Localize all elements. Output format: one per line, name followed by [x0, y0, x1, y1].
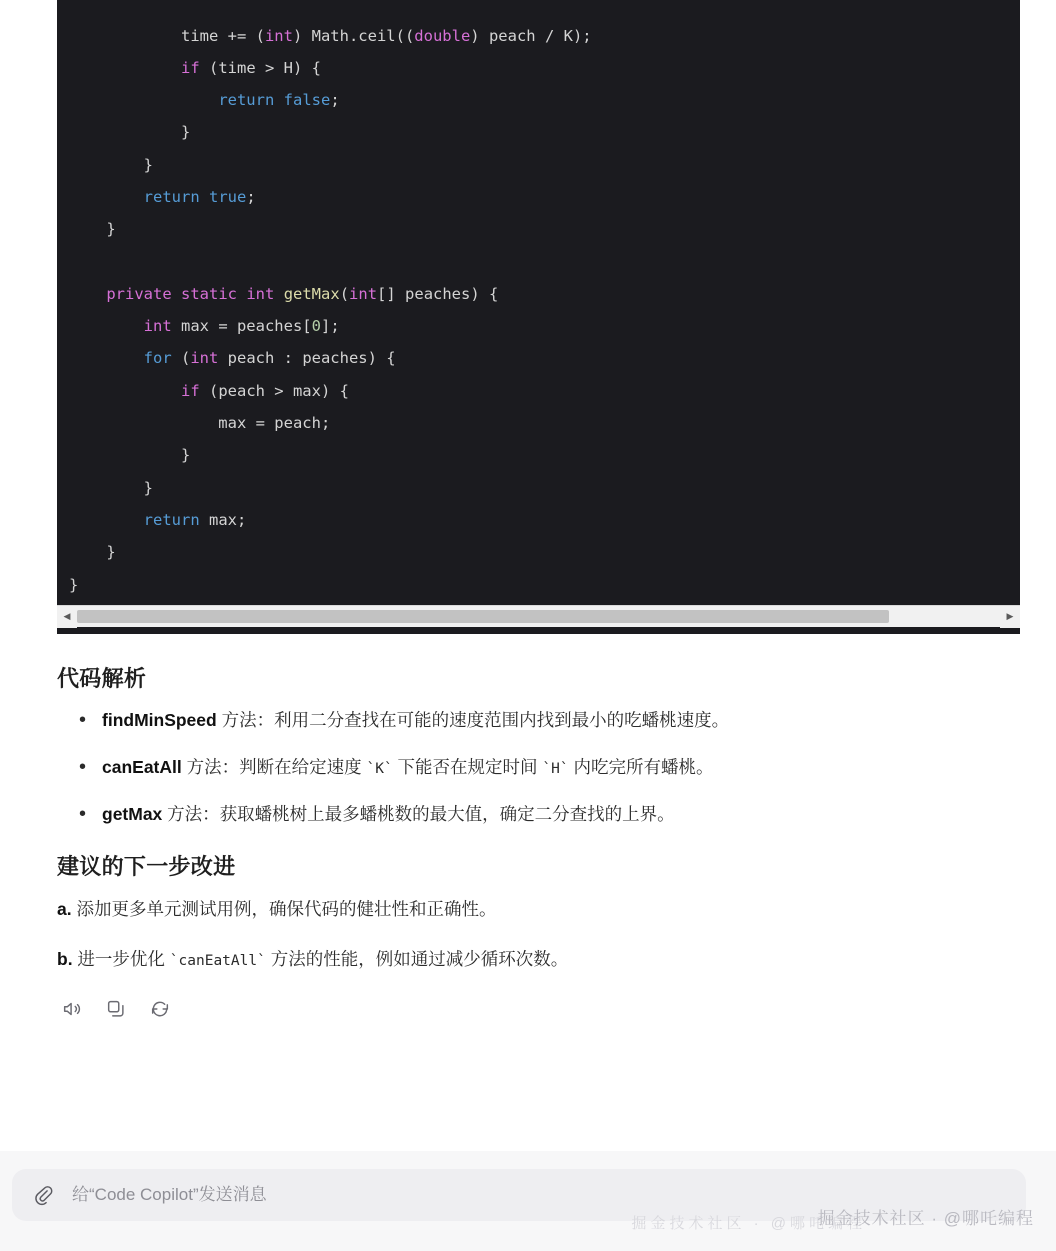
code-line: if (time > H) {	[180, 58, 321, 77]
code-line: }	[69, 478, 153, 497]
composer-area	[0, 1151, 1056, 1251]
step-label: a.	[57, 899, 72, 920]
section-title-next-steps: 建议的下一步改进	[57, 854, 236, 880]
code-line: private static int getMax(int[] peaches) {	[106, 284, 499, 303]
code-line: }	[69, 575, 79, 594]
step-text-before: 进一步优化	[72, 949, 170, 970]
scroll-left-arrow-icon[interactable]: ◀	[57, 606, 77, 628]
refresh-icon[interactable]	[147, 996, 173, 1022]
item-text: 方法：利用二分查找在可能的速度范围内找到最小的吃蟠桃速度。	[216, 710, 730, 730]
code-line: if (peach > max) {	[180, 381, 349, 400]
method-name: canEatAll	[102, 757, 182, 778]
code-line: }	[69, 220, 116, 239]
scrollbar-thumb[interactable]	[77, 610, 889, 623]
item-text-mid: 下能否在规定时间	[392, 757, 543, 778]
code-block[interactable]	[57, 16, 1020, 619]
paperclip-icon[interactable]	[30, 1182, 56, 1208]
code-line: }	[69, 155, 153, 174]
list-item	[102, 754, 997, 781]
code-line: }	[69, 446, 191, 465]
code-block-container	[57, 0, 1020, 634]
list-item	[102, 707, 997, 734]
right-gutter	[1020, 0, 1056, 1170]
speaker-icon[interactable]	[59, 996, 85, 1022]
code-line: max = peach;	[69, 414, 331, 433]
code-horizontal-scrollbar[interactable]	[57, 605, 1020, 627]
scrollbar-track[interactable]	[77, 606, 1000, 628]
watermark: 掘金技术社区 · @哪吒编程	[817, 1209, 1034, 1228]
method-name: findMinSpeed	[102, 710, 217, 730]
code-line: for (int peach : peaches) {	[143, 349, 396, 368]
step-text: 添加更多单元测试用例，确保代码的健壮性和正确性。	[71, 899, 497, 920]
step-text-after: 方法的性能，例如通过减少循环次数。	[265, 949, 569, 970]
scroll-right-arrow-icon[interactable]: ▶	[1000, 606, 1020, 628]
code-line: time += (int) Math.ceil((double) peach / K);	[69, 26, 592, 45]
section-title-analysis: 代码解析	[57, 666, 147, 691]
analysis-list	[57, 707, 997, 828]
code-line: return max;	[143, 510, 247, 529]
method-name: getMax	[102, 804, 163, 825]
code-line	[57, 246, 1020, 278]
message-input[interactable]	[56, 1184, 1008, 1206]
code-line: return false;	[218, 91, 340, 110]
item-text-after: 内吃完所有蟠桃。	[568, 757, 714, 778]
assistant-message-prose	[57, 640, 997, 1022]
message-action-bar	[57, 996, 997, 1022]
copy-icon[interactable]	[103, 996, 129, 1022]
code-line: return true;	[143, 187, 256, 206]
next-step-b	[57, 945, 997, 973]
inline-code: `K`	[366, 761, 393, 778]
code-line: }	[69, 123, 191, 142]
code-line: }	[69, 543, 116, 562]
next-step-a	[57, 895, 997, 923]
item-text: 方法：获取蟠桃树上最多蟠桃数的最大值，确定二分查找的上界。	[162, 804, 675, 825]
step-label: b.	[57, 949, 73, 970]
code-line: int max = peaches[0];	[143, 317, 340, 336]
inline-code: `H`	[542, 761, 569, 778]
inline-code: `canEatAll`	[169, 953, 266, 970]
watermark-ghost: 掘金技术社区 · @哪吒编程	[631, 1215, 866, 1232]
item-text-before: 方法：判断在给定速度	[181, 757, 367, 778]
list-item	[102, 801, 997, 828]
